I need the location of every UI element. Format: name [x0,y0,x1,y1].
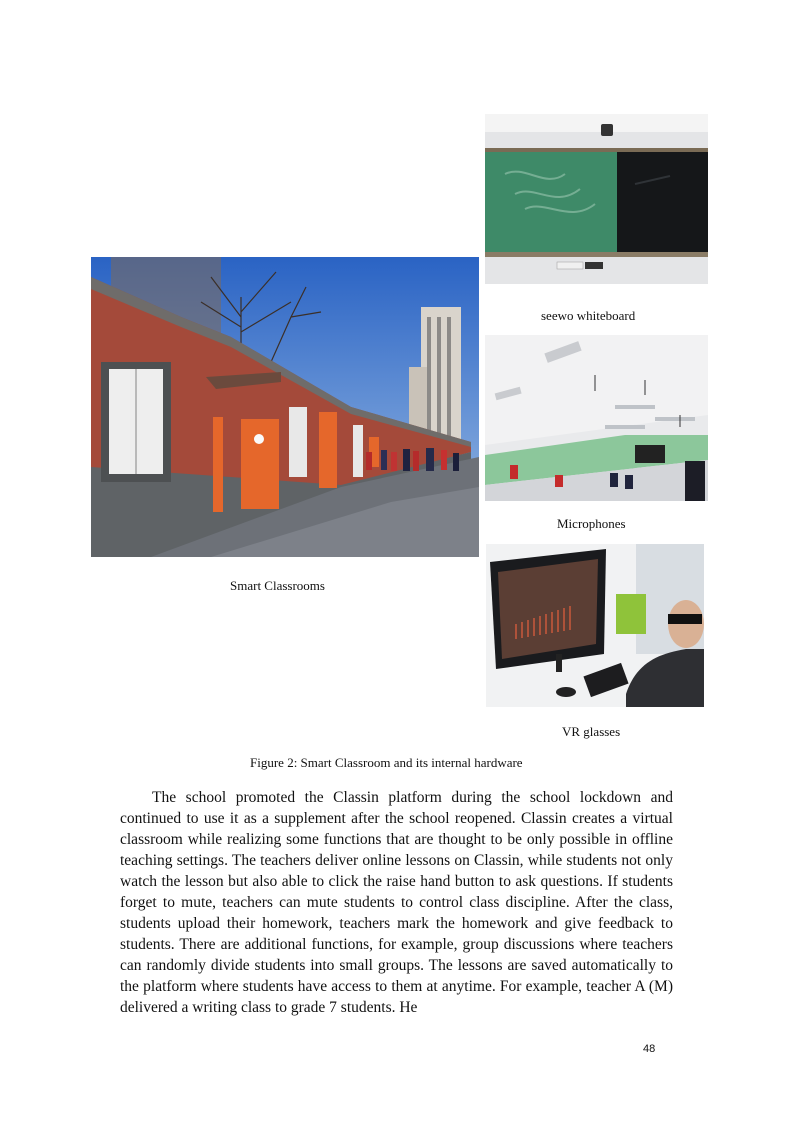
smart-classrooms-photo [91,257,479,557]
vr-glasses-photo [486,544,704,707]
page-number: 48 [643,1043,656,1055]
vr-glasses-caption: VR glasses [562,724,621,739]
figure-caption: Figure 2: Smart Classroom and its internal hardware [250,755,523,770]
body-text [120,787,673,1018]
microphones-caption: Microphones [557,516,626,531]
body-paragraph: The school promoted the Classin platform during the school lockdown and continued to use it as a supplement after the school reopened. Classin creates a virtual classroom while realizing some functions that are thought to be only possible in offline teaching settings. The teachers deliver online lessons on Classin, while students not only watch the lesson but also able to click the raise hand button to ask questions. If students forget to mute, teachers can mute students to control class discipline. After the class, students upload their homework, teachers mark the homework and give feedback to students. There are additional functions, for example, group discussions where teachers can randomly divide students into small groups. The lessons are saved automatically to the platform where students have access to them at anytime. For example, teacher A (M) delivered a writing class to grade 7 students. He [120,789,673,1016]
seewo-whiteboard-caption: seewo whiteboard [541,308,636,323]
seewo-whiteboard-photo [485,114,708,284]
microphones-photo [485,335,708,501]
smart-classrooms-caption: Smart Classrooms [230,578,325,593]
